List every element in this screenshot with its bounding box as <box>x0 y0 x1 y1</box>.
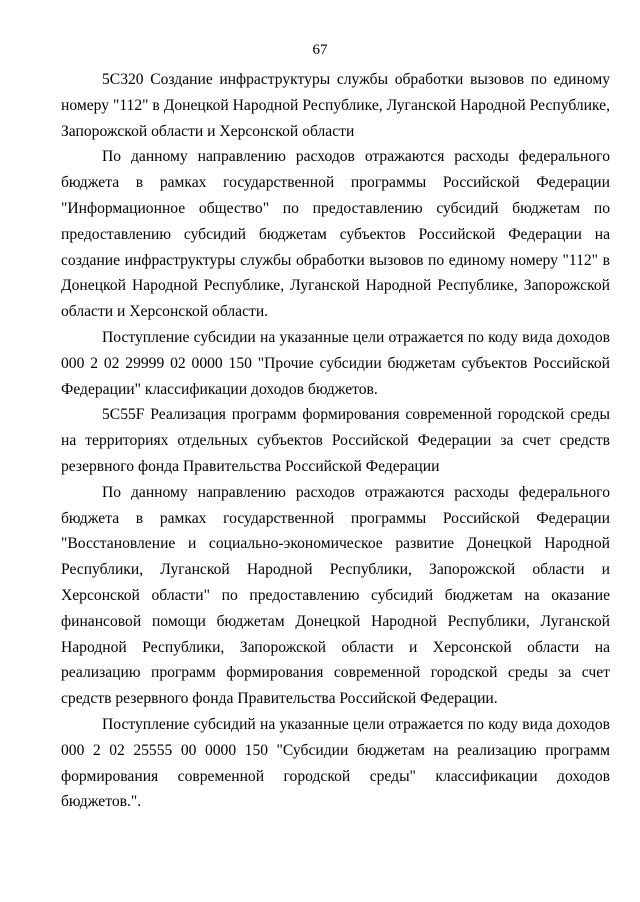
paragraph-income-code-5c320: Поступление субсидии на указанные цели отражается по коду вида доходов 000 2 02 29999 02 0000 150 "Прочие субсидии бюджетам субъектов Российской Федерации" классификации доходов бюджетов. <box>61 328 610 398</box>
paragraph-expense-description-5c55f: По данному направлению расходов отражаются расходы федерального бюджета в рамках государственной программы Российской Федерации "Восстановление и социально-экономическое развитие Донецкой Народной Республики, Луганской Народной Республики, Запорожской области и Херсонской области" по предоставлению субсидий бюджетам на оказание финансовой помощи бюджетам Донецкой Народной Республики, Луганской Народной Республики, Запорожской области и Херсонской области на реализацию программ формирования современной городской среды за счет средств резервного фонда Правительства Российской Федерации. <box>61 483 610 708</box>
section-heading-5c320: 5С320 Создание инфраструктуры службы обработки вызовов по единому номеру "112" в Донецкой Народной Республике, Луганской Народной Республике, Запорожской области и Херсонской области <box>61 71 610 140</box>
page-number: 67 <box>312 42 328 58</box>
paragraph-expense-description-5c320: По данному направлению расходов отражаются расходы федерального бюджета в рамках государственной программы Российской Федерации "Информационное общество" по предоставлению субсидий бюджетам по предоставлению субсидий бюджетам субъектов Российской Федерации на создание инфраструктуры службы обработки вызовов по единому номеру "112" в Донецкой Народной Республике, Луганской Народной Республике, Запорожской области и Херсонской области. <box>61 148 610 321</box>
document-body <box>61 67 610 815</box>
paragraph-income-code-5c55f: Поступление субсидий на указанные цели отражается по коду вида доходов 000 2 02 25555 00 0000 150 "Субсидии бюджетам на реализацию программ формирования современной городской среды" классификации доходов бюджетов.". <box>61 715 610 811</box>
section-heading-5c55f: 5С55F Реализация программ формирования современной городской среды на территориях отдельных субъектов Российской Федерации за счет средств резервного фонда Правительства Российской Федерации <box>61 406 610 475</box>
